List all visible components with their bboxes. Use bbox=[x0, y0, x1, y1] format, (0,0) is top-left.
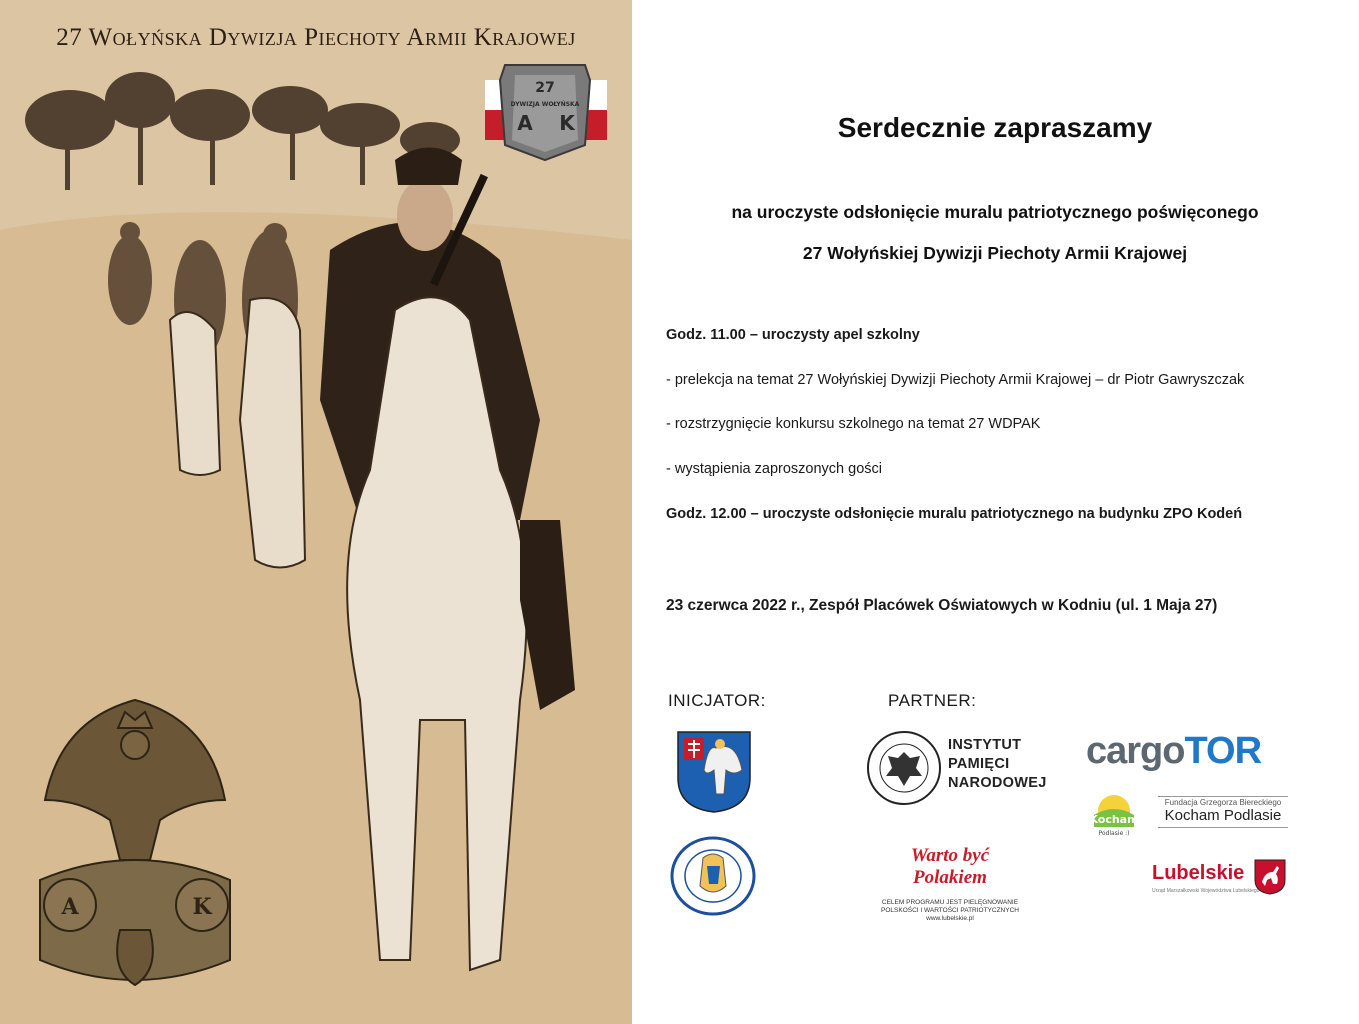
friends-of-koden-seal-icon bbox=[670, 836, 756, 916]
svg-text:K: K bbox=[559, 111, 575, 135]
svg-text:A: A bbox=[61, 894, 79, 920]
lubelskie-wordmark: Lubelskie bbox=[1152, 862, 1245, 884]
cargotor-part-2: TOR bbox=[1184, 730, 1262, 772]
ipn-wordmark bbox=[948, 736, 1047, 793]
ipn-seal-icon bbox=[866, 730, 942, 806]
partner-label: PARTNER: bbox=[888, 691, 977, 710]
svg-text:DYWIZJA WOŁYŃSKA: DYWIZJA WOŁYŃSKA bbox=[510, 101, 580, 108]
kocham-logo-text: Kocham bbox=[1089, 813, 1139, 826]
ipn-line-2: PAMIĘCI bbox=[948, 756, 1010, 772]
warto-byc-polakiem-logo bbox=[880, 845, 1020, 923]
cargotor-part-1: cargo bbox=[1086, 730, 1185, 772]
warto-line-1: CELEM PROGRAMU JEST PIELĘGNOWANIE bbox=[881, 899, 1019, 906]
kocham-podlasie-logo bbox=[1082, 793, 1146, 839]
warto-title: Warto być Polakiem bbox=[910, 845, 990, 888]
kocham-sun-icon bbox=[1082, 793, 1146, 839]
cargotor-logo bbox=[1086, 730, 1261, 773]
warto-line-2: POLSKOŚCI I WARTOŚCI PATRIOTYCZNYCH bbox=[881, 907, 1019, 914]
invitation-subline-1: na uroczyste odsłonięcie muralu patriotycznego poświęconego bbox=[731, 202, 1259, 222]
ipn-line-1: INSTYTUT bbox=[948, 737, 1022, 753]
fundacja-logo bbox=[1158, 796, 1288, 828]
lubelskie-deer-crest-icon bbox=[1253, 858, 1287, 896]
program-item-1: Godz. 11.00 – uroczysty apel szkolny bbox=[666, 327, 920, 343]
initiator-label: INICJATOR: bbox=[668, 691, 766, 710]
ipn-line-3: NARODOWEJ bbox=[948, 775, 1047, 791]
poster-title: 27 Wołyńska Dywizja Piechoty Armii Krajowej bbox=[56, 24, 576, 51]
invitation-subline-2: 27 Wołyńskiej Dywizji Piechoty Armii Krajowej bbox=[802, 243, 1188, 263]
invitation-heading: Serdecznie zapraszamy bbox=[837, 112, 1153, 143]
program-item-3: - rozstrzygnięcie konkursu szkolnego na temat 27 WDPAK bbox=[666, 416, 1041, 432]
koden-coat-of-arms-icon bbox=[676, 730, 752, 814]
fund-small-text: Fundacja Grzegorza Biereckiego bbox=[1164, 798, 1282, 807]
poster-image bbox=[0, 0, 632, 1024]
program-item-2: - prelekcja na temat 27 Wołyńskiej Dywizji Piechoty Armii Krajowej – dr Piotr Gawryszczak bbox=[666, 372, 1245, 388]
svg-text:27: 27 bbox=[535, 80, 555, 96]
program-item-5: Godz. 12.00 – uroczyste odsłonięcie muralu patriotycznego na budynku ZPO Kodeń bbox=[666, 506, 1243, 522]
cavalry-illustration bbox=[0, 0, 632, 1024]
svg-text:A: A bbox=[517, 111, 533, 135]
event-date-location: 23 czerwca 2022 r., Zespół Placówek Oświatowych w Kodniu (ul. 1 Maja 27) bbox=[666, 597, 1218, 614]
lubelskie-subtext: Urząd Marszałkowski Województwa Lubelskiego bbox=[1152, 888, 1260, 894]
fund-big-text: Kocham Podlasie bbox=[1164, 807, 1282, 824]
svg-text:K: K bbox=[192, 894, 212, 920]
program-item-4: - wystąpienia zaproszonych gości bbox=[666, 461, 882, 477]
warto-url: www.lubelskie.pl bbox=[926, 915, 974, 922]
kocham-logo-sub: Podlasie :) bbox=[1098, 830, 1130, 837]
